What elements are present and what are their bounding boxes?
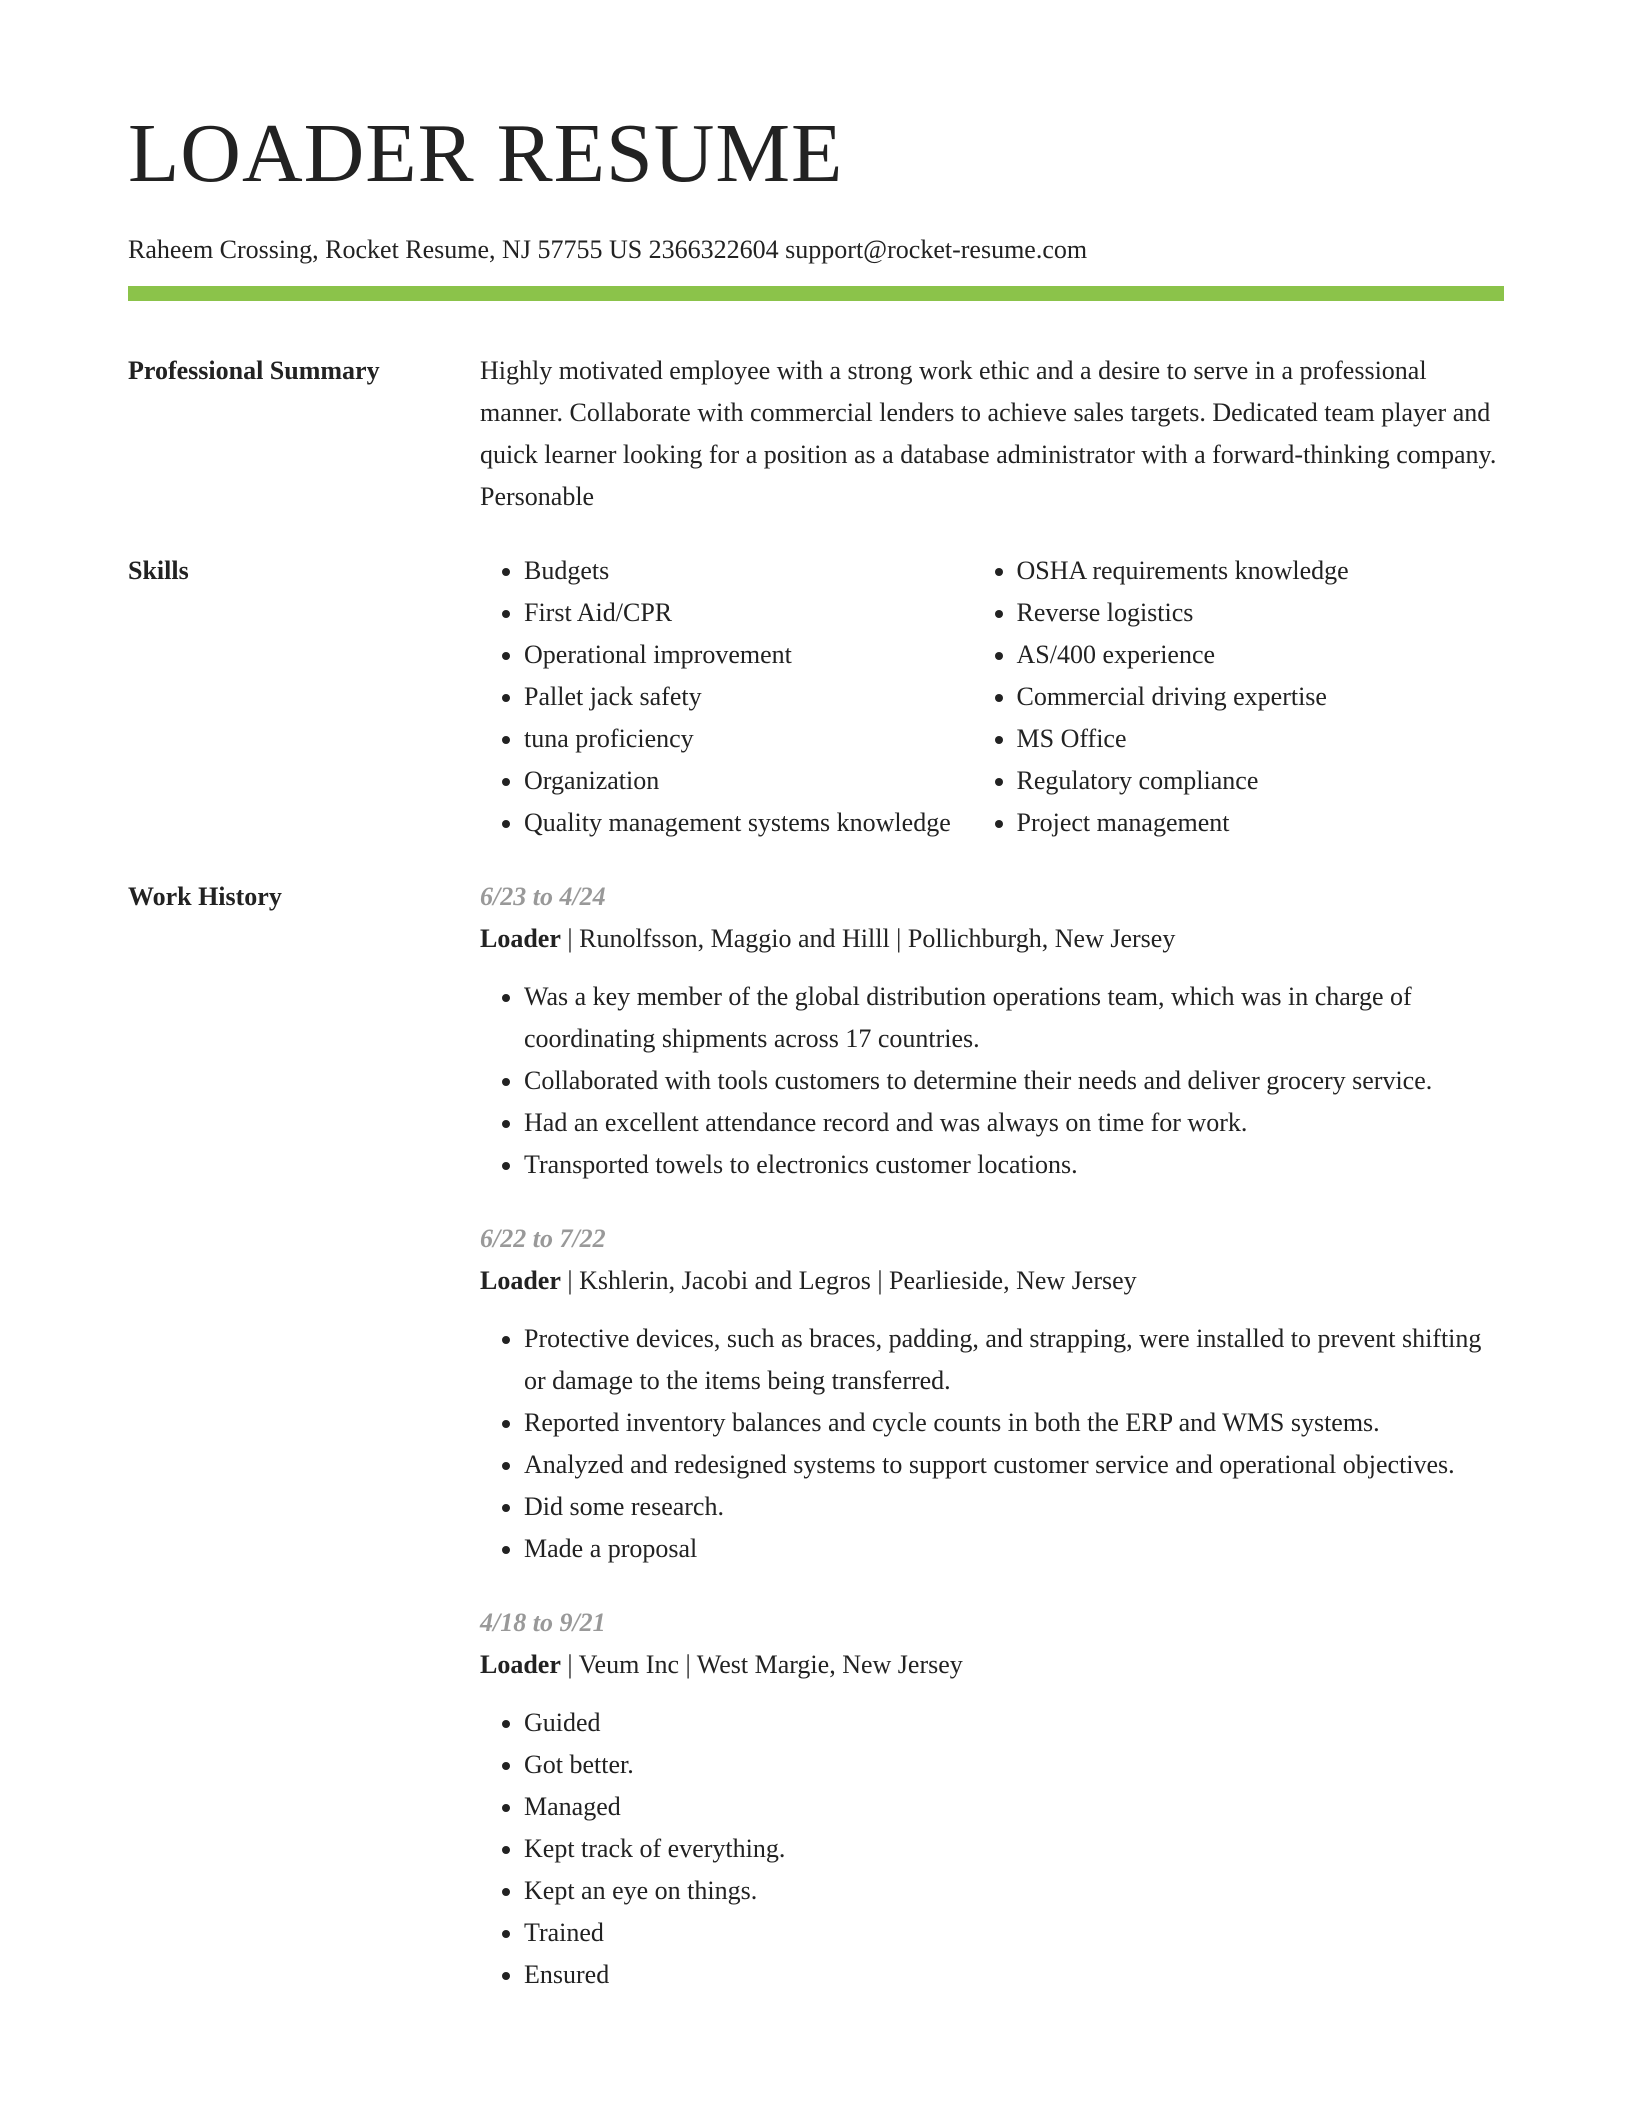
resume-title: LOADER RESUME — [128, 107, 844, 200]
job-heading — [480, 1644, 1504, 1686]
job-bullet: • Was a key member of the global distribution operations team, which was in charge of coordinating shipments across 17 countries. — [524, 976, 1504, 1060]
job-dates: 6/23 to 4/24 — [480, 882, 606, 911]
skill-item: • First Aid/CPR — [524, 592, 973, 634]
skill-item: • tuna proficiency — [524, 718, 973, 760]
skills-column-1 — [480, 550, 973, 844]
skill-item: • Quality management systems knowledge — [524, 802, 973, 844]
resume-sections — [128, 350, 1504, 2028]
skill-item: • Budgets — [524, 550, 973, 592]
summary-section — [128, 350, 1504, 550]
job-title: Loader — [480, 1650, 561, 1679]
job-bullet-list — [480, 976, 1504, 1186]
job-bullet: • Made a proposal — [524, 1528, 1504, 1570]
job-bullet: • Transported towels to electronics customer locations. — [524, 1144, 1504, 1186]
job-bullet: • Did some research. — [524, 1486, 1504, 1528]
job-list — [480, 876, 1504, 1996]
skills-column-2 — [973, 550, 1505, 844]
skill-item: • Reverse logistics — [1017, 592, 1505, 634]
job-location: Pearlieside, New Jersey — [889, 1266, 1137, 1295]
job-location: West Margie, New Jersey — [696, 1650, 963, 1679]
work-history-section — [128, 876, 1504, 1996]
skills-heading: Skills — [128, 556, 189, 585]
separator: | — [560, 1650, 579, 1679]
job-entry — [480, 1218, 1504, 1570]
skill-item: • AS/400 experience — [1017, 634, 1505, 676]
job-entry — [480, 1602, 1504, 1996]
job-heading — [480, 1260, 1504, 1302]
job-title: Loader — [480, 1266, 561, 1295]
separator: | — [560, 924, 580, 953]
skill-item: • Commercial driving expertise — [1017, 676, 1505, 718]
header-divider — [128, 286, 1504, 301]
summary-heading: Professional Summary — [128, 356, 380, 385]
job-company: Runolfsson, Maggio and Hilll — [579, 924, 890, 953]
job-bullet: • Analyzed and redesigned systems to support customer service and operational objectives. — [524, 1444, 1504, 1486]
skill-item: • MS Office — [1017, 718, 1505, 760]
job-bullet: • Had an excellent attendance record and was always on time for work. — [524, 1102, 1504, 1144]
job-bullet: • Kept track of everything. — [524, 1828, 1504, 1870]
job-bullet: • Got better. — [524, 1744, 1504, 1786]
skill-item: • Regulatory compliance — [1017, 760, 1505, 802]
separator: | — [560, 1266, 580, 1295]
job-title: Loader — [480, 924, 561, 953]
skill-item: • Organization — [524, 760, 973, 802]
job-entry — [480, 876, 1504, 1186]
summary-text: Highly motivated employee with a strong work ethic and a desire to serve in a professional manner. Collaborate with commercial lenders to achieve sales targets. Dedicated team player and quick learner looking for a position as a database administrator with a forward-thinking company. Personable — [480, 356, 1497, 511]
skills-list — [480, 550, 1504, 844]
job-bullet: • Trained — [524, 1912, 1504, 1954]
skill-item: • Pallet jack safety — [524, 676, 973, 718]
job-bullet-list — [480, 1318, 1504, 1570]
job-bullet: • Protective devices, such as braces, padding, and strapping, were installed to prevent shifting or damage to the items being transferred. — [524, 1318, 1504, 1402]
job-location: Pollichburgh, New Jersey — [907, 924, 1176, 953]
job-company: Veum Inc — [578, 1650, 679, 1679]
job-bullet: • Managed — [524, 1786, 1504, 1828]
contact-line: Raheem Crossing, Rocket Resume, NJ 57755 US 2366322604 support@rocket-resume.com — [128, 235, 1088, 264]
job-dates: 6/22 to 7/22 — [480, 1224, 606, 1253]
separator: | — [870, 1266, 890, 1295]
job-heading — [480, 918, 1504, 960]
skill-item: • Project management — [1017, 802, 1505, 844]
job-bullet: • Guided — [524, 1702, 1504, 1744]
job-bullet-list — [480, 1702, 1504, 1996]
skill-item: • OSHA requirements knowledge — [1017, 550, 1505, 592]
job-company: Kshlerin, Jacobi and Legros — [579, 1266, 871, 1295]
job-bullet: • Kept an eye on things. — [524, 1870, 1504, 1912]
job-bullet: • Ensured — [524, 1954, 1504, 1996]
job-dates: 4/18 to 9/21 — [480, 1608, 606, 1637]
work-history-heading: Work History — [128, 882, 282, 911]
skills-section — [128, 550, 1504, 876]
skill-item: • Operational improvement — [524, 634, 973, 676]
job-bullet: • Collaborated with tools customers to determine their needs and deliver grocery service. — [524, 1060, 1504, 1102]
job-bullet: • Reported inventory balances and cycle counts in both the ERP and WMS systems. — [524, 1402, 1504, 1444]
separator: | — [679, 1650, 697, 1679]
separator: | — [889, 924, 908, 953]
